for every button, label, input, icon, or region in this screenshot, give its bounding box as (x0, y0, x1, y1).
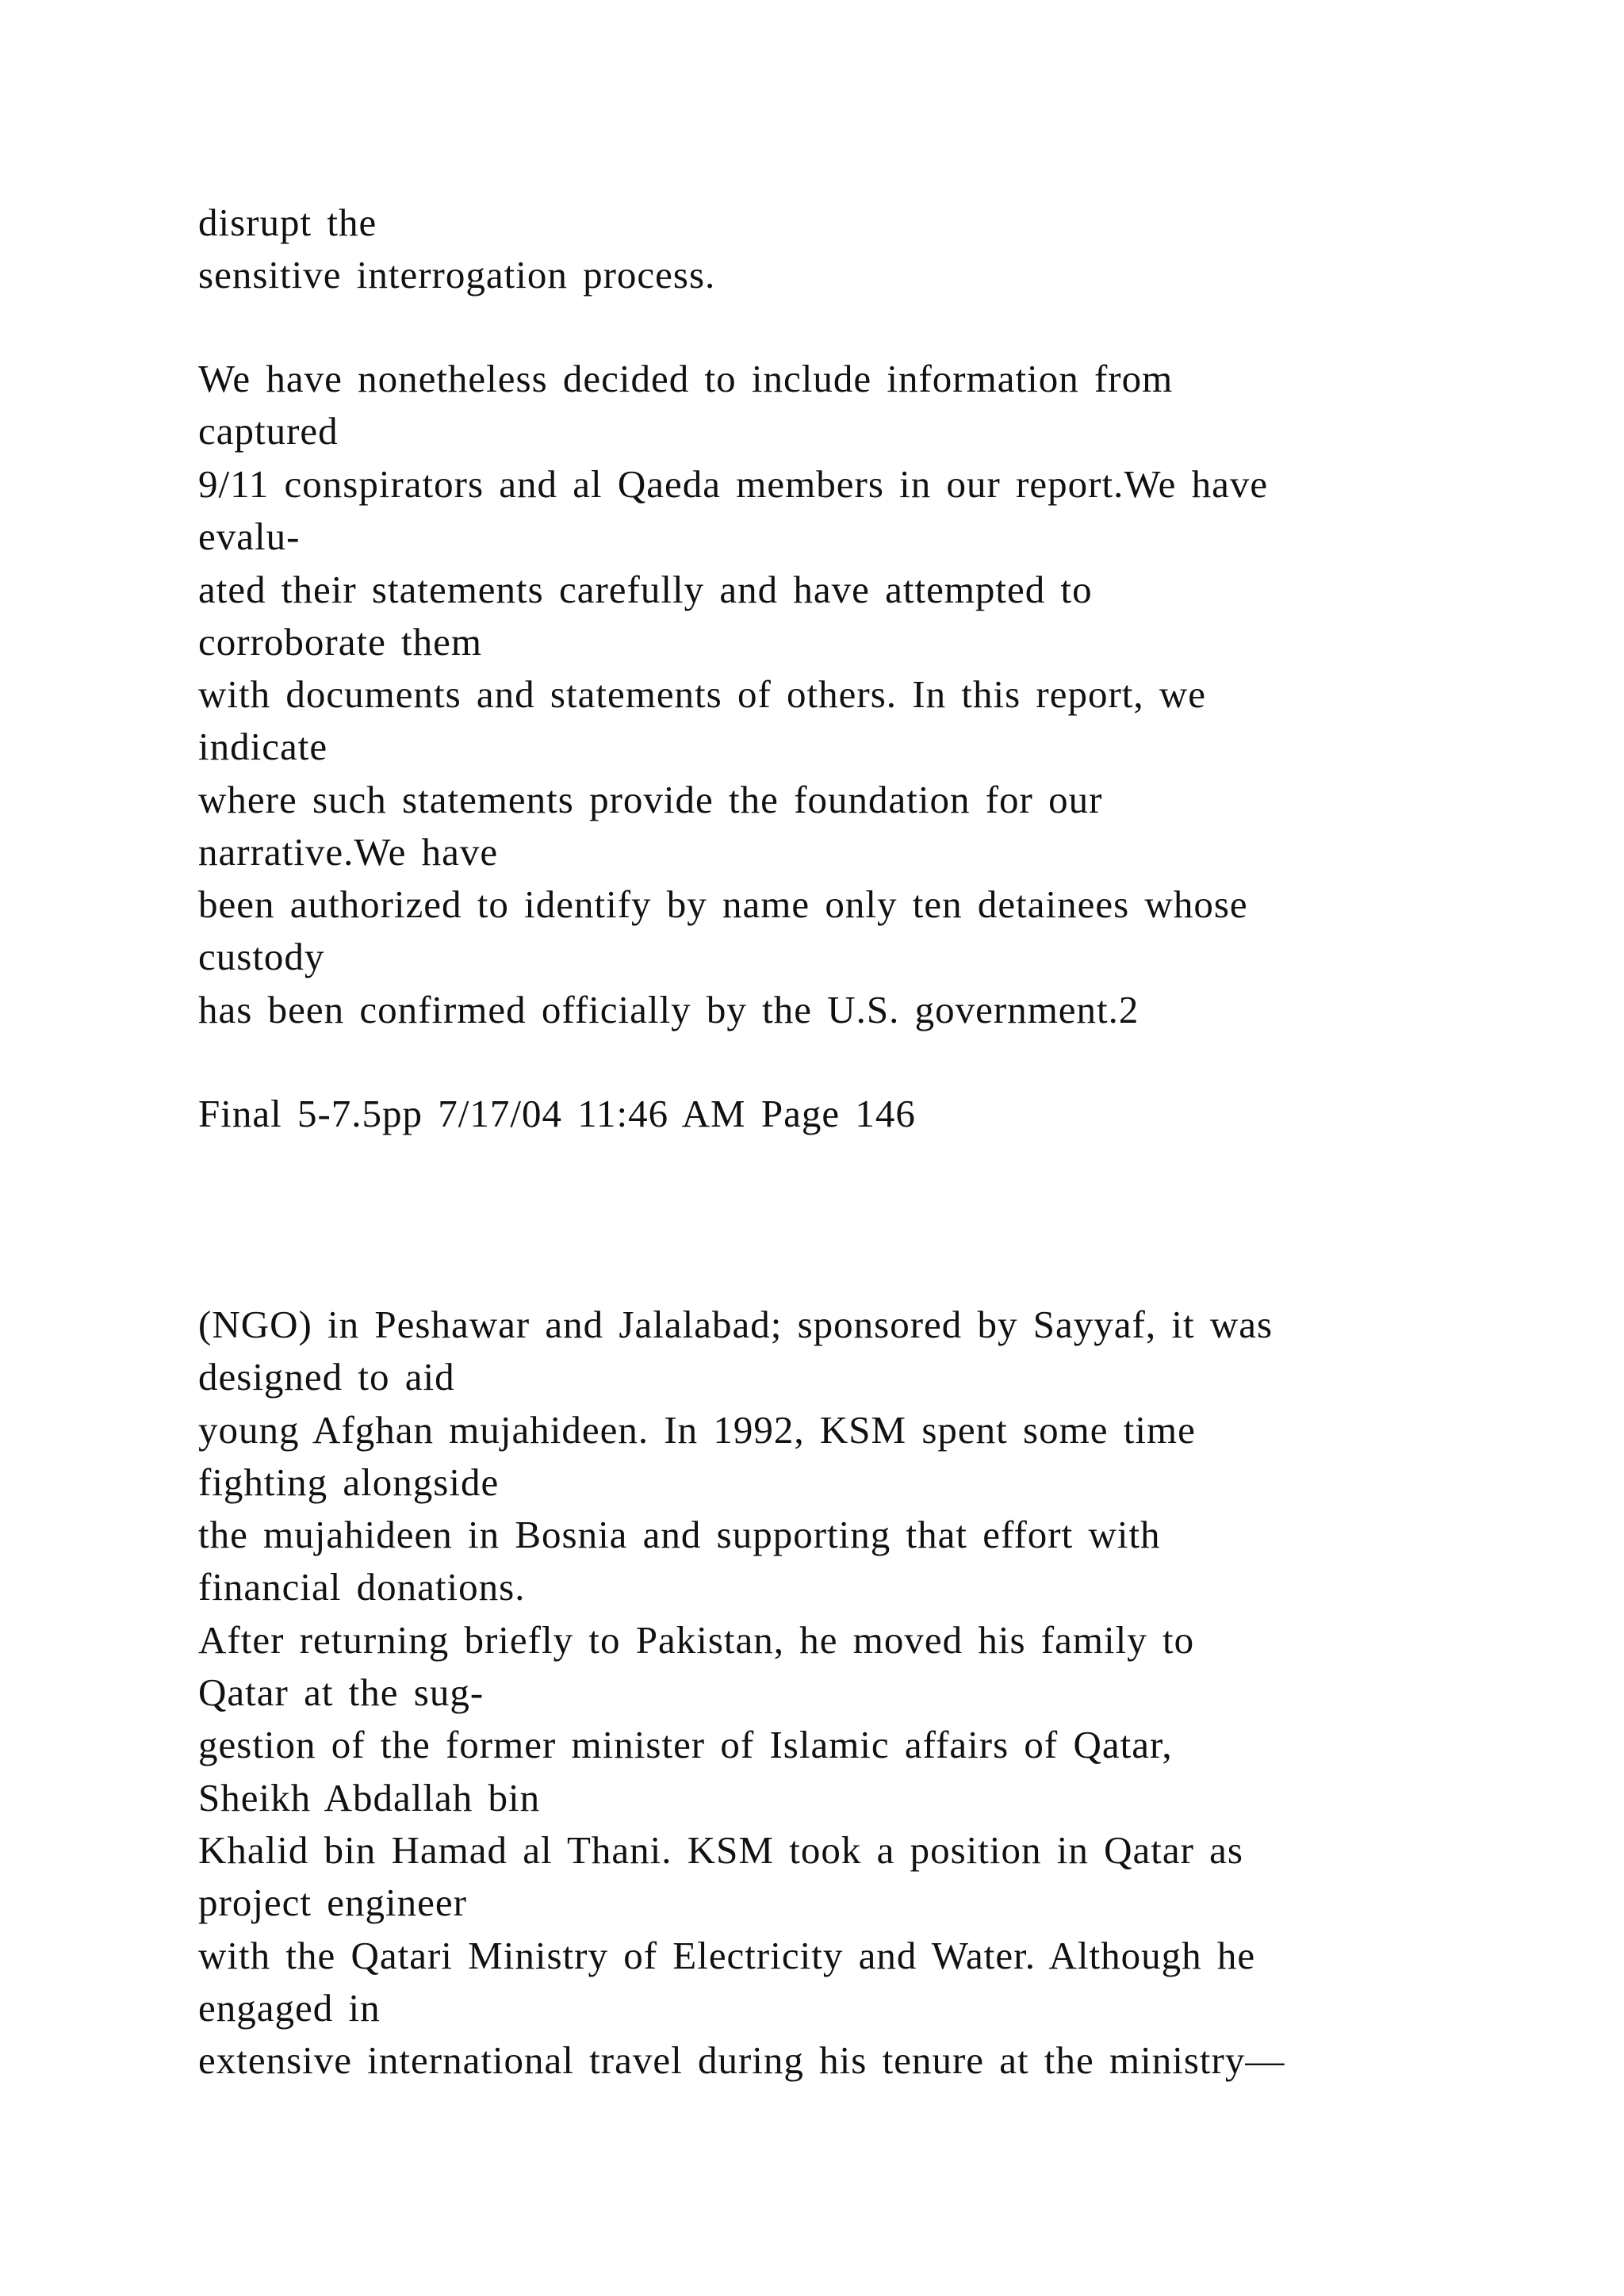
text-line: the mujahideen in Bosnia and supporting that effort with (198, 1513, 1161, 1556)
text-line: Qatar at the sug- (198, 1670, 485, 1714)
text-line: custody (198, 935, 325, 978)
text-line: sensitive interrogation process. (198, 253, 716, 297)
text-line: been authorized to identify by name only ten detainees whose (198, 882, 1248, 926)
text-line: (NGO) in Peshawar and Jalalabad; sponsored by Sayyaf, it was (198, 1303, 1274, 1346)
text-line: fighting alongside (198, 1460, 500, 1504)
text-line: corroborate them (198, 620, 483, 664)
text-line: young Afghan mujahideen. In 1992, KSM spent some time (198, 1408, 1196, 1452)
text-line: where such statements provide the foundation for our (198, 778, 1103, 821)
text-line: After returning briefly to Pakistan, he moved his family to (198, 1618, 1195, 1662)
text-line: gestion of the former minister of Islamic affairs of Qatar, (198, 1723, 1173, 1766)
page-header: Final 5-7.5pp 7/17/04 11:46 AM Page 146 (198, 1092, 916, 1135)
text-line: has been confirmed officially by the U.S. government.2 (198, 988, 1139, 1031)
text-line: with documents and statements of others. In this report, we (198, 672, 1207, 716)
text-line: ated their statements carefully and have attempted to (198, 568, 1093, 611)
text-line: captured (198, 409, 339, 453)
text-line: engaged in (198, 1986, 381, 2030)
text-line: indicate (198, 725, 328, 768)
text-line: with the Qatari Ministry of Electricity and Water. Although he (198, 1934, 1256, 1977)
text-line: disrupt the (198, 201, 377, 244)
text-line: project engineer (198, 1881, 467, 1924)
text-line: evalu- (198, 515, 301, 558)
text-line: extensive international travel during his tenure at the ministry— (198, 2038, 1285, 2082)
text-line: financial donations. (198, 1565, 526, 1609)
text-line: Khalid bin Hamad al Thani. KSM took a position in Qatar as (198, 1828, 1243, 1872)
text-line: Sheikh Abdallah bin (198, 1776, 541, 1820)
text-line: designed to aid (198, 1355, 455, 1399)
text-line: narrative.We have (198, 830, 499, 874)
text-line: 9/11 conspirators and al Qaeda members in our report.We have (198, 462, 1269, 506)
text-line: We have nonetheless decided to include information from (198, 357, 1174, 400)
